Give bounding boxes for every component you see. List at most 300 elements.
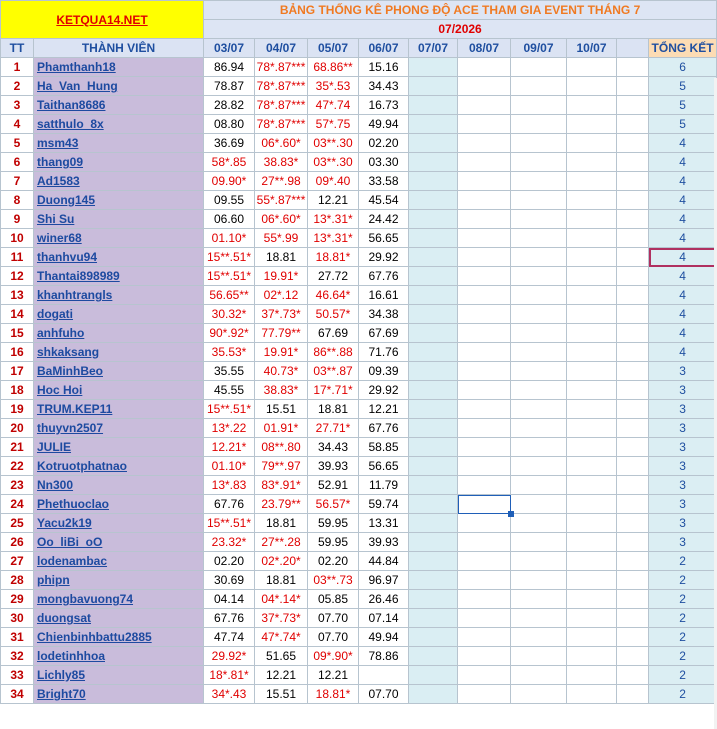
empty-cell[interactable] [617, 419, 649, 438]
empty-cell[interactable] [511, 552, 567, 571]
member-link[interactable]: TRUM.KEP11 [34, 400, 204, 419]
score-cell[interactable]: 06.60 [204, 210, 255, 229]
score-cell[interactable]: 17*.71* [308, 381, 359, 400]
empty-cell[interactable] [617, 305, 649, 324]
empty-cell[interactable] [458, 476, 511, 495]
empty-cell[interactable] [617, 381, 649, 400]
empty-cell[interactable] [617, 58, 649, 77]
score-cell[interactable]: 01.91* [255, 419, 308, 438]
score-cell[interactable]: 59.95 [308, 514, 359, 533]
total-cell[interactable]: 2 [649, 628, 717, 647]
empty-cell[interactable] [567, 457, 617, 476]
score-cell[interactable]: 96.97 [359, 571, 409, 590]
score-cell[interactable]: 78*.87*** [255, 115, 308, 134]
col-header-date[interactable]: 05/07 [308, 39, 359, 58]
total-cell[interactable]: 2 [649, 666, 717, 685]
empty-cell[interactable] [567, 134, 617, 153]
score-cell[interactable]: 09*.40 [308, 172, 359, 191]
score-cell[interactable]: 15**.51* [204, 514, 255, 533]
empty-cell[interactable] [511, 438, 567, 457]
score-cell[interactable]: 38.83* [255, 153, 308, 172]
empty-cell[interactable] [617, 115, 649, 134]
empty-cell[interactable] [458, 685, 511, 704]
score-cell[interactable]: 02.20 [308, 552, 359, 571]
total-cell[interactable]: 5 [649, 96, 717, 115]
total-cell[interactable]: 3 [649, 514, 717, 533]
total-cell[interactable]: 4 [649, 134, 717, 153]
score-cell[interactable]: 35.55 [204, 362, 255, 381]
empty-cell[interactable] [511, 305, 567, 324]
score-cell[interactable]: 55*.87*** [255, 191, 308, 210]
score-cell[interactable]: 16.73 [359, 96, 409, 115]
row-number[interactable]: 21 [1, 438, 34, 457]
fill-handle[interactable] [508, 511, 514, 517]
score-cell[interactable]: 33.58 [359, 172, 409, 191]
empty-cell[interactable] [617, 96, 649, 115]
empty-cell[interactable] [567, 77, 617, 96]
empty-cell[interactable] [617, 362, 649, 381]
empty-cell[interactable] [511, 476, 567, 495]
score-cell[interactable]: 39.93 [308, 457, 359, 476]
empty-cell[interactable] [617, 514, 649, 533]
empty-cell[interactable] [409, 210, 458, 229]
empty-cell[interactable] [567, 685, 617, 704]
score-cell[interactable]: 58.85 [359, 438, 409, 457]
empty-cell[interactable] [458, 267, 511, 286]
row-number[interactable]: 23 [1, 476, 34, 495]
row-number[interactable]: 2 [1, 77, 34, 96]
score-cell[interactable]: 12.21 [308, 191, 359, 210]
empty-cell[interactable] [567, 210, 617, 229]
score-cell[interactable]: 26.46 [359, 590, 409, 609]
empty-cell[interactable] [409, 590, 458, 609]
score-cell[interactable]: 45.54 [359, 191, 409, 210]
total-cell[interactable]: 3 [649, 476, 717, 495]
empty-cell[interactable] [617, 476, 649, 495]
row-number[interactable]: 10 [1, 229, 34, 248]
member-link[interactable]: JULIE [34, 438, 204, 457]
score-cell[interactable]: 83*.91* [255, 476, 308, 495]
empty-cell[interactable] [458, 305, 511, 324]
score-cell[interactable]: 38.83* [255, 381, 308, 400]
score-cell[interactable]: 34.43 [308, 438, 359, 457]
empty-cell[interactable] [511, 191, 567, 210]
score-cell[interactable]: 07.70 [308, 609, 359, 628]
score-cell[interactable]: 37*.73* [255, 305, 308, 324]
score-cell[interactable]: 18.81* [308, 248, 359, 267]
empty-cell[interactable] [409, 286, 458, 305]
total-cell[interactable]: 3 [649, 362, 717, 381]
score-cell[interactable]: 47*.74* [255, 628, 308, 647]
score-cell[interactable]: 13*.83 [204, 476, 255, 495]
empty-cell[interactable] [458, 552, 511, 571]
row-number[interactable]: 31 [1, 628, 34, 647]
score-cell[interactable]: 02.20 [204, 552, 255, 571]
row-number[interactable]: 22 [1, 457, 34, 476]
score-cell[interactable]: 28.82 [204, 96, 255, 115]
score-cell[interactable]: 52.91 [308, 476, 359, 495]
empty-cell[interactable] [617, 153, 649, 172]
score-cell[interactable]: 13.31 [359, 514, 409, 533]
empty-cell[interactable] [567, 305, 617, 324]
total-cell[interactable]: 2 [649, 647, 717, 666]
empty-cell[interactable] [617, 666, 649, 685]
score-cell[interactable]: 29.92* [204, 647, 255, 666]
score-cell[interactable]: 05.85 [308, 590, 359, 609]
score-cell[interactable]: 78*.87*** [255, 77, 308, 96]
score-cell[interactable]: 15.51 [255, 400, 308, 419]
empty-cell[interactable] [458, 191, 511, 210]
empty-cell[interactable] [617, 210, 649, 229]
score-cell[interactable]: 02*.20* [255, 552, 308, 571]
score-cell[interactable]: 86.94 [204, 58, 255, 77]
empty-cell[interactable] [458, 96, 511, 115]
empty-cell[interactable] [617, 609, 649, 628]
score-cell[interactable]: 67.69 [308, 324, 359, 343]
score-cell[interactable]: 27**.98 [255, 172, 308, 191]
score-cell[interactable]: 27.72 [308, 267, 359, 286]
total-cell[interactable]: 4 [649, 305, 717, 324]
empty-cell[interactable] [511, 58, 567, 77]
empty-cell[interactable] [617, 172, 649, 191]
empty-cell[interactable] [409, 533, 458, 552]
score-cell[interactable]: 68.86** [308, 58, 359, 77]
empty-cell[interactable] [511, 362, 567, 381]
row-number[interactable]: 19 [1, 400, 34, 419]
score-cell[interactable]: 37*.73* [255, 609, 308, 628]
score-cell[interactable]: 06*.60* [255, 134, 308, 153]
empty-cell[interactable] [458, 628, 511, 647]
empty-cell[interactable] [511, 96, 567, 115]
score-cell[interactable]: 18.81 [255, 248, 308, 267]
row-number[interactable]: 29 [1, 590, 34, 609]
empty-cell[interactable] [567, 229, 617, 248]
score-cell[interactable]: 47.74 [204, 628, 255, 647]
empty-cell[interactable] [458, 229, 511, 248]
row-number[interactable]: 28 [1, 571, 34, 590]
empty-cell[interactable] [458, 666, 511, 685]
member-link[interactable]: thang09 [34, 153, 204, 172]
member-link[interactable]: Phethuoclao [34, 495, 204, 514]
empty-cell[interactable] [409, 343, 458, 362]
row-number[interactable]: 26 [1, 533, 34, 552]
row-number[interactable]: 25 [1, 514, 34, 533]
col-header-date[interactable]: 08/07 [458, 39, 511, 58]
score-cell[interactable]: 78.86 [359, 647, 409, 666]
score-cell[interactable]: 45.55 [204, 381, 255, 400]
score-cell[interactable]: 34.38 [359, 305, 409, 324]
row-number[interactable]: 13 [1, 286, 34, 305]
empty-cell[interactable] [617, 134, 649, 153]
score-cell[interactable]: 78*.87*** [255, 96, 308, 115]
row-number[interactable]: 16 [1, 343, 34, 362]
empty-cell[interactable] [617, 628, 649, 647]
empty-cell[interactable] [458, 172, 511, 191]
score-cell[interactable]: 67.76 [204, 609, 255, 628]
total-cell[interactable]: 4 [649, 229, 717, 248]
score-cell[interactable]: 29.92 [359, 381, 409, 400]
score-cell[interactable]: 12.21 [359, 400, 409, 419]
empty-cell[interactable] [617, 400, 649, 419]
member-link[interactable]: Thantai898989 [34, 267, 204, 286]
empty-cell[interactable] [409, 267, 458, 286]
score-cell[interactable]: 08**.80 [255, 438, 308, 457]
empty-cell[interactable] [567, 647, 617, 666]
row-number[interactable]: 27 [1, 552, 34, 571]
empty-cell[interactable] [458, 362, 511, 381]
total-cell[interactable]: 4 [649, 286, 717, 305]
empty-cell[interactable] [511, 248, 567, 267]
empty-cell[interactable] [567, 115, 617, 134]
empty-cell[interactable] [567, 324, 617, 343]
score-cell[interactable]: 77.79** [255, 324, 308, 343]
empty-cell[interactable] [617, 685, 649, 704]
empty-cell[interactable] [511, 571, 567, 590]
score-cell[interactable]: 30.69 [204, 571, 255, 590]
empty-cell[interactable] [511, 400, 567, 419]
empty-cell[interactable] [511, 590, 567, 609]
score-cell[interactable]: 56.65 [359, 229, 409, 248]
empty-cell[interactable] [567, 191, 617, 210]
member-link[interactable]: khanhtrangls [34, 286, 204, 305]
total-cell[interactable]: 4 [649, 210, 717, 229]
score-cell[interactable]: 30.32* [204, 305, 255, 324]
empty-cell[interactable] [567, 248, 617, 267]
score-cell[interactable]: 34*.43 [204, 685, 255, 704]
empty-cell[interactable] [409, 476, 458, 495]
member-link[interactable]: phipn [34, 571, 204, 590]
empty-cell[interactable] [567, 495, 617, 514]
score-cell[interactable]: 15.16 [359, 58, 409, 77]
member-link[interactable]: Lichly85 [34, 666, 204, 685]
score-cell[interactable]: 27.71* [308, 419, 359, 438]
empty-cell[interactable] [567, 343, 617, 362]
empty-cell[interactable] [617, 77, 649, 96]
total-cell[interactable]: 2 [649, 609, 717, 628]
score-cell[interactable]: 12.21* [204, 438, 255, 457]
empty-cell[interactable] [567, 590, 617, 609]
member-link[interactable]: satthulo_8x [34, 115, 204, 134]
empty-cell[interactable] [409, 362, 458, 381]
score-cell[interactable]: 18.81 [255, 571, 308, 590]
empty-cell[interactable] [567, 533, 617, 552]
score-cell[interactable]: 09.90* [204, 172, 255, 191]
empty-cell[interactable] [409, 438, 458, 457]
score-cell[interactable]: 07.70 [308, 628, 359, 647]
row-number[interactable]: 32 [1, 647, 34, 666]
score-cell[interactable]: 08.80 [204, 115, 255, 134]
total-cell[interactable]: 4 [649, 343, 717, 362]
score-cell[interactable]: 11.79 [359, 476, 409, 495]
empty-cell[interactable] [567, 58, 617, 77]
score-cell[interactable]: 44.84 [359, 552, 409, 571]
score-cell[interactable]: 18.81* [308, 685, 359, 704]
score-cell[interactable]: 03**.30 [308, 153, 359, 172]
score-cell[interactable]: 18.81 [308, 400, 359, 419]
score-cell[interactable]: 51.65 [255, 647, 308, 666]
empty-cell[interactable] [458, 248, 511, 267]
score-cell[interactable]: 71.76 [359, 343, 409, 362]
empty-cell[interactable] [617, 457, 649, 476]
empty-cell[interactable] [511, 229, 567, 248]
empty-cell[interactable] [458, 647, 511, 666]
col-header-date[interactable]: 06/07 [359, 39, 409, 58]
total-cell[interactable]: 2 [649, 571, 717, 590]
score-cell[interactable]: 15**.51* [204, 248, 255, 267]
empty-cell[interactable] [409, 58, 458, 77]
empty-cell[interactable] [409, 400, 458, 419]
score-cell[interactable]: 57*.75 [308, 115, 359, 134]
empty-cell[interactable] [617, 552, 649, 571]
row-number[interactable]: 24 [1, 495, 34, 514]
score-cell[interactable]: 27**.28 [255, 533, 308, 552]
empty-cell[interactable] [458, 58, 511, 77]
empty-cell[interactable] [511, 115, 567, 134]
empty-cell[interactable] [567, 419, 617, 438]
member-link[interactable]: Ha_Van_Hung [34, 77, 204, 96]
empty-cell[interactable] [409, 495, 458, 514]
member-link[interactable]: Chienbinhbattu2885 [34, 628, 204, 647]
row-number[interactable]: 34 [1, 685, 34, 704]
empty-cell[interactable] [409, 419, 458, 438]
col-header-date[interactable]: 07/07 [409, 39, 458, 58]
member-link[interactable]: shkaksang [34, 343, 204, 362]
score-cell[interactable]: 55*.99 [255, 229, 308, 248]
score-cell[interactable]: 19.91* [255, 343, 308, 362]
empty-cell[interactable] [409, 172, 458, 191]
score-cell[interactable]: 18*.81* [204, 666, 255, 685]
score-cell[interactable] [359, 666, 409, 685]
empty-cell[interactable] [409, 647, 458, 666]
total-cell[interactable]: 3 [649, 381, 717, 400]
score-cell[interactable]: 58*.85 [204, 153, 255, 172]
empty-cell[interactable] [409, 96, 458, 115]
empty-cell[interactable] [458, 457, 511, 476]
score-cell[interactable]: 07.14 [359, 609, 409, 628]
empty-cell[interactable] [409, 381, 458, 400]
score-cell[interactable]: 13*.31* [308, 229, 359, 248]
member-link[interactable]: Phamthanh18 [34, 58, 204, 77]
score-cell[interactable]: 78.87 [204, 77, 255, 96]
score-cell[interactable]: 04.14 [204, 590, 255, 609]
total-cell[interactable]: 5 [649, 77, 717, 96]
empty-cell[interactable] [458, 571, 511, 590]
row-number[interactable]: 17 [1, 362, 34, 381]
empty-cell[interactable] [567, 628, 617, 647]
score-cell[interactable]: 67.69 [359, 324, 409, 343]
empty-cell[interactable] [567, 666, 617, 685]
empty-cell[interactable] [458, 419, 511, 438]
score-cell[interactable]: 59.95 [308, 533, 359, 552]
empty-cell[interactable] [567, 552, 617, 571]
col-header-total[interactable]: TỔNG KẾT [649, 39, 717, 58]
empty-cell[interactable] [511, 267, 567, 286]
empty-cell[interactable] [567, 362, 617, 381]
member-link[interactable]: BaMinhBeo [34, 362, 204, 381]
row-number[interactable]: 5 [1, 134, 34, 153]
score-cell[interactable]: 35*.53 [308, 77, 359, 96]
empty-cell[interactable] [567, 476, 617, 495]
empty-cell[interactable] [617, 248, 649, 267]
empty-cell[interactable] [409, 609, 458, 628]
score-cell[interactable]: 09*.90* [308, 647, 359, 666]
row-number[interactable]: 14 [1, 305, 34, 324]
score-cell[interactable]: 40.73* [255, 362, 308, 381]
member-link[interactable]: winer68 [34, 229, 204, 248]
score-cell[interactable]: 36.69 [204, 134, 255, 153]
empty-cell[interactable] [458, 495, 511, 514]
empty-cell[interactable] [409, 248, 458, 267]
row-number[interactable]: 33 [1, 666, 34, 685]
row-number[interactable]: 4 [1, 115, 34, 134]
col-header-date[interactable]: 10/07 [567, 39, 617, 58]
score-cell[interactable]: 02*.12 [255, 286, 308, 305]
empty-cell[interactable] [409, 229, 458, 248]
member-link[interactable]: Bright70 [34, 685, 204, 704]
total-cell[interactable]: 4 [649, 191, 717, 210]
score-cell[interactable]: 03**.30 [308, 134, 359, 153]
score-cell[interactable]: 03.30 [359, 153, 409, 172]
col-header-date[interactable]: 03/07 [204, 39, 255, 58]
score-cell[interactable]: 90*.92* [204, 324, 255, 343]
score-cell[interactable]: 50.57* [308, 305, 359, 324]
empty-cell[interactable] [458, 438, 511, 457]
total-cell[interactable]: 3 [649, 419, 717, 438]
empty-cell[interactable] [458, 400, 511, 419]
member-link[interactable]: msm43 [34, 134, 204, 153]
score-cell[interactable]: 23.32* [204, 533, 255, 552]
total-cell[interactable]: 3 [649, 495, 717, 514]
empty-cell[interactable] [511, 286, 567, 305]
empty-cell[interactable] [511, 628, 567, 647]
empty-cell[interactable] [458, 343, 511, 362]
score-cell[interactable]: 15**.51* [204, 267, 255, 286]
empty-cell[interactable] [617, 438, 649, 457]
col-header-member[interactable]: THÀNH VIÊN [34, 39, 204, 58]
row-number[interactable]: 20 [1, 419, 34, 438]
empty-cell[interactable] [409, 628, 458, 647]
row-number[interactable]: 7 [1, 172, 34, 191]
member-link[interactable]: Oo_liBi_oO [34, 533, 204, 552]
total-cell[interactable]: 4 [649, 153, 717, 172]
score-cell[interactable]: 03**.87 [308, 362, 359, 381]
empty-cell[interactable] [511, 343, 567, 362]
score-cell[interactable]: 47*.74 [308, 96, 359, 115]
score-cell[interactable]: 39.93 [359, 533, 409, 552]
score-cell[interactable]: 56.57* [308, 495, 359, 514]
empty-cell[interactable] [409, 305, 458, 324]
member-link[interactable]: mongbavuong74 [34, 590, 204, 609]
score-cell[interactable]: 29.92 [359, 248, 409, 267]
total-cell[interactable]: 4 [649, 248, 717, 267]
member-link[interactable]: duongsat [34, 609, 204, 628]
score-cell[interactable]: 12.21 [308, 666, 359, 685]
empty-cell[interactable] [511, 153, 567, 172]
total-cell[interactable]: 4 [649, 172, 717, 191]
empty-cell[interactable] [567, 571, 617, 590]
empty-cell[interactable] [511, 210, 567, 229]
empty-cell[interactable] [511, 324, 567, 343]
empty-cell[interactable] [617, 191, 649, 210]
score-cell[interactable]: 86**.88 [308, 343, 359, 362]
empty-cell[interactable] [617, 229, 649, 248]
total-cell[interactable]: 4 [649, 324, 717, 343]
empty-cell[interactable] [511, 381, 567, 400]
empty-cell[interactable] [458, 115, 511, 134]
empty-cell[interactable] [617, 343, 649, 362]
member-link[interactable]: lodetinhhoa [34, 647, 204, 666]
empty-cell[interactable] [458, 210, 511, 229]
